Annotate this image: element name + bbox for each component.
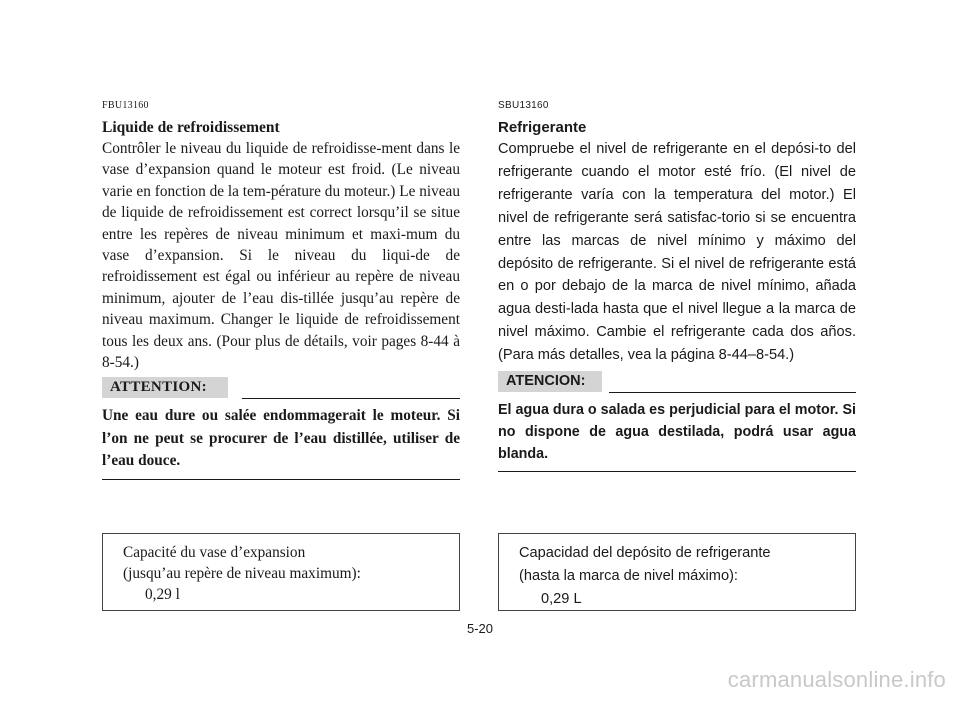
capacity-box-spanish <box>498 533 856 611</box>
warning-rule <box>609 392 856 393</box>
warning-label: ATENCION: <box>498 371 602 392</box>
warning-label: ATTENTION: <box>102 377 228 398</box>
section-code: SBU13160 <box>498 100 549 111</box>
capacity-line-2: (hasta la marca de nivel máximo): <box>519 568 738 584</box>
warning-bottom-rule <box>498 471 856 472</box>
capacity-value: 0,29 l <box>145 586 180 603</box>
capacity-value: 0,29 L <box>541 591 582 607</box>
warning-text: Une eau dure ou salée endommagerait le moteur. Si l’on ne peut se procurer de l’eau distillée, utiliser de l’eau douce. <box>102 407 460 470</box>
warning-text: El agua dura o salada es perjudicial para el motor. Si no dispone de agua destilada, podrá usar agua blanda. <box>498 402 856 463</box>
warning-header <box>102 377 460 399</box>
spanish-column <box>498 100 856 472</box>
page-number: 5-20 <box>466 621 494 636</box>
capacity-box-french <box>102 533 460 611</box>
section-body: Contrôler le niveau du liquide de refroidisse-ment dans le vase d’expansion quand le moteur est froid. (Le niveau varie en fonction de la tem-pérature du moteur.) Le niveau de liquide de refroidissement est correct lorsqu’il se situe entre les repères de niveau minimum et maxi-mum du vase d’expansion. Si le niveau du liqui-de de refroidissement est égal ou inférieur au repère de niveau minimum, ajouter de l’eau dis-tillée jusqu’au repère de niveau maximum. Changer le liquide de refroidissement tous les deux ans. (Pour plus de détails, voir pages 8-44 à 8-54.) <box>102 140 460 372</box>
warning-header <box>498 371 856 393</box>
section-title: Liquide de refroidissement <box>102 119 280 136</box>
french-column <box>102 100 460 480</box>
section-code: FBU13160 <box>102 100 149 111</box>
warning-rule <box>242 398 460 399</box>
capacity-line-2: (jusqu’au repère de niveau maximum): <box>123 565 361 582</box>
section-body: Compruebe el nivel de refrigerante en el depósi-to del refrigerante cuando el motor esté frío. (El nivel de refrigerante varía con la temperatura del motor.) El nivel de refrigerante será satisfac-torio si se encuentra entre las marcas de nivel mínimo y máximo del depósito de refrigerante. Si el nivel de refrigerante está en o por debajo de la marca de nivel mínimo, añada agua desti-lada hasta que el nivel llegue a la marca de nivel máximo. Cambie el refrigerante cada dos años. (Para más detalles, vea la página 8-44–8-54.) <box>498 141 856 364</box>
warning-bottom-rule <box>102 479 460 480</box>
capacity-line-1: Capacidad del depósito de refrigerante <box>519 545 771 561</box>
watermark: carmanualsonline.info <box>727 667 946 692</box>
section-title: Refrigerante <box>498 119 587 136</box>
capacity-line-1: Capacité du vase d’expansion <box>123 544 306 561</box>
